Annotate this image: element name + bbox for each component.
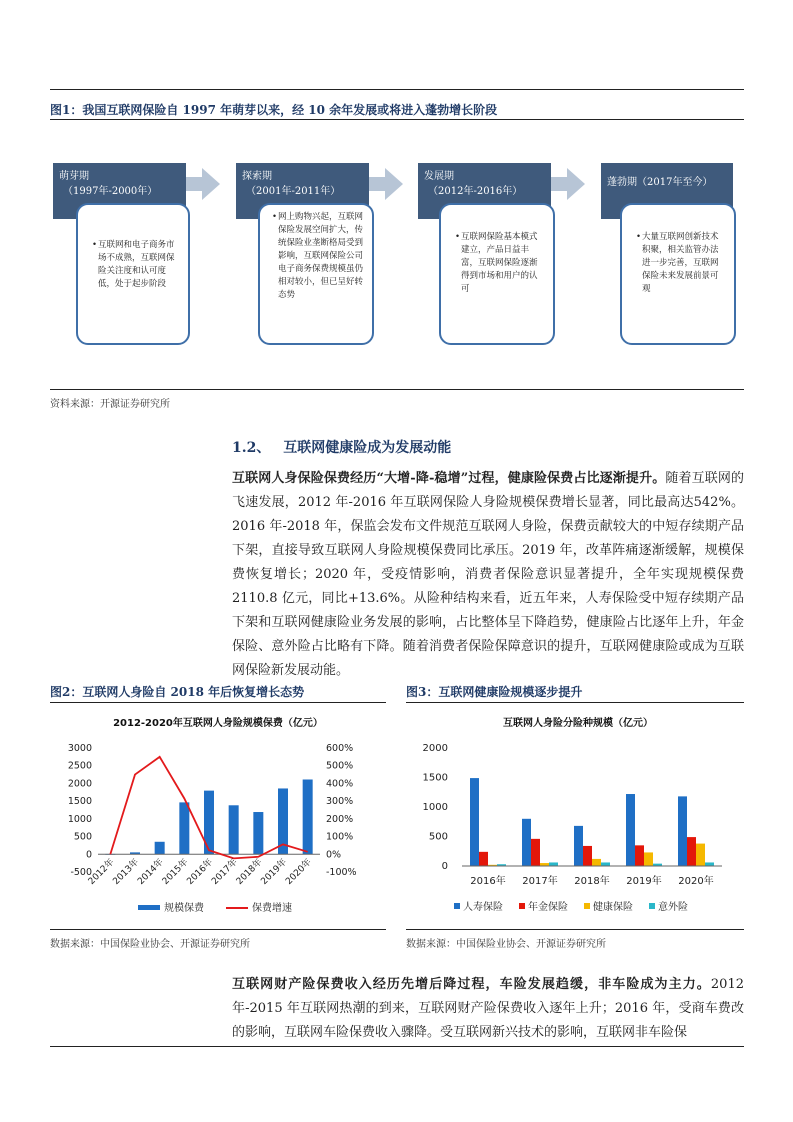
legend-swatch-bar [138, 905, 160, 910]
y-tick-label-left: 2000 [67, 778, 92, 790]
stage-name-1: 萌芽期 [59, 171, 89, 182]
x-tick-label: 2019年 [259, 857, 290, 887]
x-tick-label: 2020年 [678, 876, 714, 887]
stage-name-4: 蓬勃期（2017年至今） [607, 177, 713, 188]
y-tick-label-right: 300% [326, 796, 354, 808]
bar-2014年 [155, 842, 165, 855]
paragraph-1-body: 随着互联网的飞速发展，2012 年-2016 年互联网保险人身险规模保费增长显著，同比最高达542%。2016 年-2018 年，保监会发布文件规范互联网人身险，保费贡献较大的中短存续期产品下架，直接导致互联网人身险规模保费同比承压。2019 年，改革阵痛逐渐缓解，规模保费恢复增长；2020 年，受疫情影响，消费者保险意识显著提升，全年实现规模保费 2110.8 亿元，同比+13.6%。从险种结构来看，近五年来，人寿保险受中短存续期产品下架和互联网健康险业务发展的影响，占比整体呈下降趋势，健康险占比逐年上升，年金保险、意外险占比略有下降。随着消费者保险保障意识的提升，互联网健康险或成为互联网保险新发展动能。 [232, 471, 744, 678]
bullet-icon: • [455, 232, 461, 242]
figure3-bottom-rule [406, 929, 744, 930]
paragraph-2-lead: 互联网财产险保费收入经历先增后降过程，车险发展趋缓，非车险成为主力。 [232, 977, 711, 992]
legend-swatch [454, 903, 460, 909]
bar-人寿保险-2016年 [470, 778, 479, 866]
x-tick-label: 2016年 [185, 857, 216, 887]
bar-年金保险-2016年 [479, 852, 488, 866]
y-tick-label-left: 0 [85, 849, 92, 861]
bar-意外险-2018年 [601, 862, 610, 866]
y-tick-label-right: 400% [326, 778, 354, 790]
legend-label-line: 保费增速 [252, 903, 292, 914]
figure3-title-rule [406, 702, 744, 703]
figure3-source: 数据来源：中国保险业协会、开源证券研究所 [406, 939, 606, 950]
legend-swatch [519, 903, 525, 909]
arrow-icon-3 [551, 168, 585, 200]
bar-年金保险-2020年 [687, 837, 696, 866]
section-title: 互联网健康险成为发展动能 [283, 440, 452, 456]
chart-title: 互联网人身险分险种规模（亿元） [503, 718, 653, 729]
y-tick-label: 1000 [422, 802, 448, 813]
x-tick-label: 2017年 [522, 876, 558, 887]
arrow-icon-1 [186, 168, 220, 200]
x-tick-label: 2018年 [234, 857, 265, 887]
bullet-icon: • [636, 232, 642, 242]
bar-年金保险-2019年 [635, 845, 644, 866]
bar-健康保险-2018年 [592, 859, 601, 866]
y-tick-label-right: 500% [326, 760, 354, 772]
paragraph-2-body: 2012 年-2015 年互联网热潮的到来，互联网财产险保费收入逐年上升；2016 年，受商车费改的影响，互联网车险保费收入骤降。受互联网新兴技术的影响，互联网非车险保 [232, 977, 744, 1040]
y-tick-label: 0 [441, 861, 448, 872]
stage-desc-4: 大量互联网创新技术积聚，相关监管办法进一步完善，互联网保险未来发展前景可观 [642, 232, 719, 294]
bar-2015年 [179, 802, 189, 854]
figure2-bottom-rule [50, 929, 386, 930]
x-tick-label: 2012年 [86, 857, 117, 887]
legend-label: 人寿保险 [463, 902, 503, 913]
figure2-title: 图2：互联网人身险自 2018 年后恢复增长态势 [50, 685, 305, 699]
bar-2020年 [303, 779, 313, 854]
y-tick-label-left: 3000 [67, 743, 92, 754]
stage-period-3: （2012年-2016年） [428, 186, 523, 197]
bar-人寿保险-2018年 [574, 826, 583, 866]
y-tick-label: 1500 [422, 772, 448, 784]
stage-desc-1: 互联网和电子商务市场不成熟，互联网保险关注度和认可度低，处于起步阶段 [98, 240, 175, 289]
y-tick-label-right: 0% [326, 849, 342, 861]
bar-健康保险-2020年 [696, 844, 705, 866]
y-tick-label-right: 600% [326, 743, 354, 754]
stage-desc-3: 互联网保险基本模式建立，产品日益丰富，互联网保险逐渐得到市场和用户的认可 [461, 232, 538, 294]
stage-desc-2: 网上购物兴起，互联网保险发展空间扩大，传统保险业垄断格局受到影响，互联网保险公司电子商务保费规模虽仍相对较小，但已呈好转态势 [278, 212, 364, 300]
arrow-icon-2 [369, 168, 403, 200]
stage-name-2: 探索期 [242, 171, 272, 182]
x-tick-label: 2019年 [626, 876, 662, 887]
paragraph-1-lead: 互联网人身保险保费经历“大增-降-稳增”过程，健康险保费占比逐渐提升。 [232, 471, 666, 486]
chart-title: 2012-2020年互联网人身险规模保费（亿元） [113, 718, 323, 729]
y-tick-label-left: 500 [73, 831, 92, 843]
stage-arrows [0, 0, 793, 400]
bar-人寿保险-2019年 [626, 794, 635, 866]
bar-年金保险-2017年 [531, 839, 540, 866]
bullet-icon: • [92, 240, 98, 250]
y-tick-label-right: -100% [326, 867, 357, 878]
legend-swatch [649, 903, 655, 909]
y-tick-label-right: 100% [326, 831, 354, 843]
x-tick-label: 2013年 [111, 857, 142, 887]
stage-period-2: （2001年-2011年） [246, 186, 341, 197]
figure3-title: 图3：互联网健康险规模逐步提升 [406, 685, 583, 699]
figure1-source: 资料来源：开源证券研究所 [50, 399, 170, 410]
bar-年金保险-2018年 [583, 846, 592, 866]
x-tick-label: 2016年 [470, 876, 506, 887]
legend-label: 年金保险 [528, 902, 568, 913]
y-tick-label-right: 200% [326, 813, 354, 825]
x-tick-label: 2017年 [210, 857, 240, 887]
figure1-bottom-rule [50, 389, 744, 390]
stage-period-1: （1997年-2000年） [63, 186, 158, 197]
y-tick-label-left: -500 [70, 867, 92, 878]
bar-2018年 [253, 812, 263, 854]
bar-人寿保险-2017年 [522, 819, 531, 866]
legend-label: 健康保险 [593, 902, 633, 913]
legend-label-bar: 规模保费 [164, 903, 204, 914]
x-tick-label: 2018年 [574, 876, 610, 887]
chart-life-by-type [406, 706, 744, 928]
y-tick-label: 500 [428, 831, 448, 843]
x-tick-label: 2014年 [136, 857, 166, 887]
y-tick-label: 2000 [422, 743, 448, 754]
bar-意外险-2020年 [705, 862, 714, 866]
chart-life-premium [50, 706, 386, 928]
stage-name-3: 发展期 [424, 171, 454, 182]
bar-意外险-2017年 [549, 862, 558, 866]
figure2-source: 数据来源：中国保险业协会、开源证券研究所 [50, 939, 250, 950]
section-heading [232, 437, 451, 457]
y-tick-label-left: 1000 [67, 813, 92, 825]
legend-swatch [584, 903, 590, 909]
section-number: 1.2、 [232, 440, 271, 456]
bar-人寿保险-2020年 [678, 796, 687, 866]
paragraph-2 [232, 973, 744, 1045]
bullet-icon: • [272, 212, 278, 222]
paragraph-1 [232, 467, 744, 683]
figure1-title: 图1：我国互联网保险自 1997 年萌芽以来，经 10 余年发展或将进入蓬勃增长阶段 [50, 103, 498, 117]
bar-健康保险-2019年 [644, 852, 653, 866]
y-tick-label-left: 1500 [67, 796, 92, 808]
bar-2017年 [229, 805, 239, 854]
bottom-rule [50, 1046, 744, 1047]
x-tick-label: 2015年 [160, 857, 191, 887]
figure2-title-rule [50, 702, 386, 703]
legend-label: 意外险 [658, 902, 688, 913]
x-tick-label: 2020年 [284, 857, 314, 887]
y-tick-label-left: 2500 [67, 760, 92, 772]
